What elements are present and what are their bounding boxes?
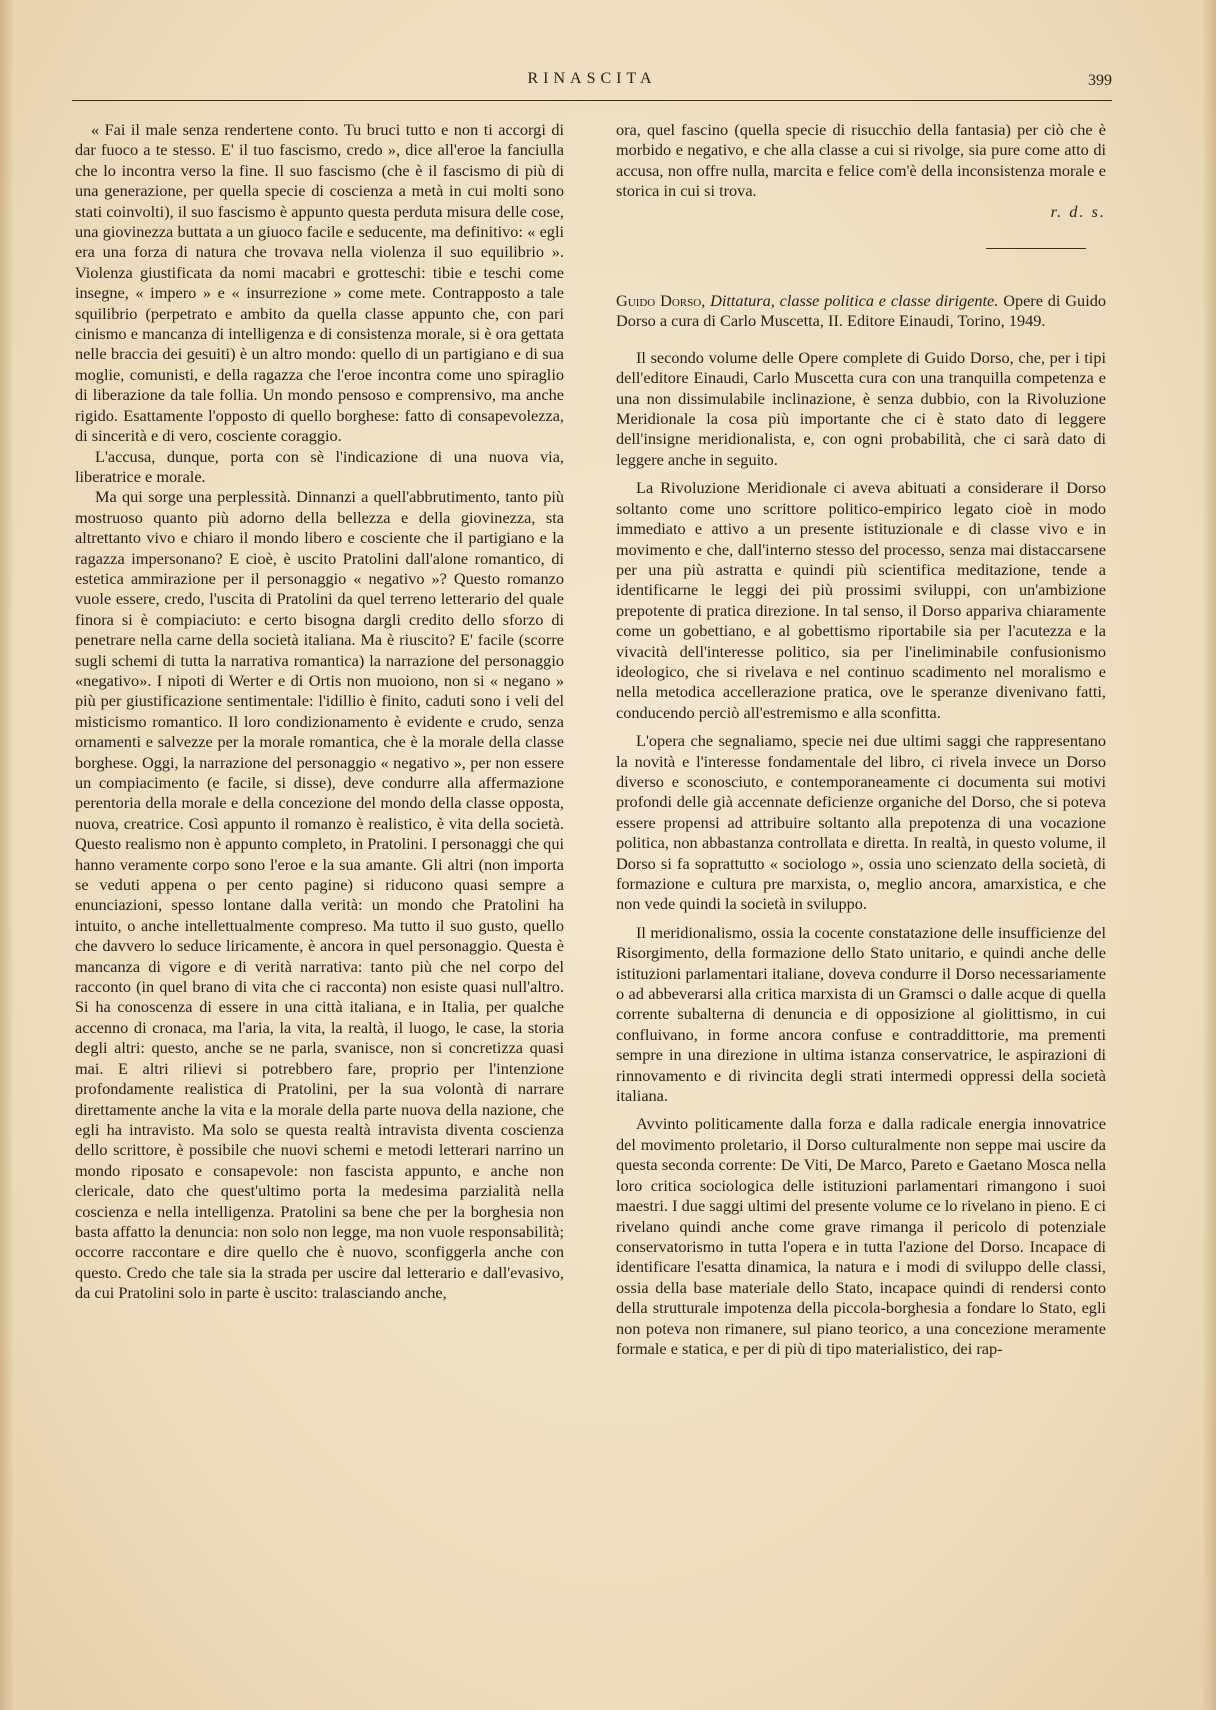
section-divider — [986, 248, 1086, 249]
left-paragraph-3: Ma qui sorge una perplessità. Dinnanzi a quell'abbrutimento, tanto più mostruoso quanto più adorno della bellezza e della giovinezza, sta altrettanto vivo e chiaro il mondo libero e cosciente che il partigiano e la ragazza impersonano? E cioè, è uscito Pratolini dall'alone romantico, di estetica ammirazione per il personaggio « negativo »? Questo romanzo vuole essere, credo, l'uscita di Pratolini da quel terreno letterario del quale finora si è compiaciuto: e certo bisogna dargli credito dello sforzo di penetrare nella carne della società italiana. Ma è riuscito? E' facile (scorre sugli schemi di tutta la narrativa romantica) la narrazione del personaggio «negativo». I nipoti di Werter e di Ortis non muoiono, non si « negano » più per giustificazione sentimentale: l'idillio è finito, caduti sono i veli del misticismo romantico. Il loro condizionamento è evidente e crudo, senza ornamenti e salvezze per la morale romantica, che è la morale della classe borghese. Oggi, la narrazione del personaggio « negativo », per non essere un compiacimento (e facile, si disse), deve condurre alla affermazione perentoria della morale e della concezione del mondo della classe opposta, nuova, creatrice. Così appunto il romanzo è realistico, è vita della società. Questo realismo non è appunto completo, in Pratolini. I personaggi che qui hanno veramente corpo sono l'eroe e la sua amante. Gli altri (non importa se veduti appena o per cento pagine) si riducono quasi sempre a enunciazioni, spesso lontane dalla verità: un mondo che Pratolini ha intuito, o anche intellettualmente compreso. Ma tutto il suo gusto, quello che davvero lo seduce liricamente, è ancora in quel personaggio. Questa è mancanza di vigore e di verità narrativa: tanto più che nel corpo del racconto (in quel brano di vita che ci racconta) non esiste quasi null'altro. Si ha conoscenza di essere in una città italiana, e in Italia, per qualche accenno di cronaca, ma l'aria, la vita, la realtà, il luogo, le case, la storia degli altri: questo, anche se ne parla, svanisce, non si concretizza quasi mai. E altri rilievi si potrebbero fare, proprio per l'intenzione profondamente realistica di Pratolini, per la sua volontà di narrare direttamente anche la vita e la morale della parte nuova della nazione, che egli ha intravisto. Ma solo se questa realtà intravista diventa coscienza dello scrittore, è possibile che nuovi schemi e metodi letterari narrino un mondo riposato e consapevole: non fascista appunto, e anche non clericale, dato che quest'ultimo porta la medesima parzialità nella coscienza e nella intelligenza. Pratolini sa bene che per la borghesia non basta affatto la denuncia: non solo non legge, ma non vuole responsabilità; occorre raccontare e dire quello che è nuovo, sconfiggerla anche con questo. Credo che tale sia la strada per uscire dal letterario e dall'evasivo, da cui Pratolini solo in parte è uscito: tralasciando anche, — [75, 487, 564, 1303]
right-paragraph-2: La Rivoluzione Meridionale ci aveva abituati a considerare il Dorso soltanto come uno scrittore politico-empirico legato cioè in modo immediato e attivo a un presente istituzionale e di classe vivo e in movimento e che, dall'interno stesso del processo, senza mai distaccarsene per una più astratta e quindi più scientifica meditazione, tende a identificarne le leggi dei più prossimi sviluppi, con un'ambizione prepotente di pratica direzione. In tal senso, il Dorso appariva chiaramente come un gobettiano, e al gobettismo riportabile sia per l'acutezza e la vivacità dell'interesse politico, sia per l'ineliminabile confusionismo ideologico, che si rivelava e nel continuo scadimento nel moralismo e nella metodica accellerazione pratica, ove le speranze divenivano fatti, conducendo perciò all'estremismo e alla sconfitta. — [616, 478, 1106, 722]
page-edge-right — [1202, 0, 1216, 1710]
running-title: RINASCITA — [527, 70, 657, 87]
page-edge-left — [0, 0, 14, 1710]
right-paragraph-5: Avvinto politicamente dalla forza e dalla radicale energia innovatrice del movimento proletario, il Dorso culturalmente non seppe mai uscire da questa seconda corrente: De Viti, De Marco, Pareto e Gaetano Mosca nella loro critica sociologica delle istituzioni parlamentari rimangono i suoi maestri. I due saggi ultimi del presente volume ce lo rivelano in pieno. E ci rivelano quindi anche come grave rimanga il pericolo di potenziale conservatorismo in tutta l'opera e in tutta l'azione del Dorso. Incapace di identificare l'esatta dinamica, la natura e i modi di sviluppo delle classi, ossia della base materiale dello Stato, incapace quindi di rendersi conto della strutturale impotenza della piccola-borghesia a fondare lo Stato, egli non poteva non rimanere, sul piano teorico, a una concezione meramente formale e statica, e per di più di tipo materialistico, dei rap- — [616, 1114, 1106, 1358]
review-heading: Guido Dorso, Dittatura, classe politica e classe dirigente. Opere di Guido Dorso a cura di Carlo Muscetta, II. Editore Einaudi, Torino, 1949. — [616, 291, 1106, 331]
review-author: Guido Dorso — [616, 291, 702, 311]
left-paragraph-1: « Fai il male senza rendertene conto. Tu bruci tutto e non ti accorgi di dar fuoco a te stesso. E' il tuo fascismo, credo », dice all'eroe la fanciulla che lo incontra verso la fine. Il suo fascismo (che è il fascismo di più di una generazione, per quella specie di coscienza a metà in cui molti sono stati coinvolti), il suo fascismo è appunto questa perduta misura delle cose, una giovinezza buttata a un giuoco facile e seducente, ma definitivo: « egli era una forza di natura che trovava nella violenza il suo equilibrio ». Violenza giustificata da nomi macabri e grotteschi: tibie e teschi come insegne, « impero » e « insurrezione » come mete. Contrapposto a tale squilibrio (perpetrato e ambito da quella classe appunto che, con pari cinismo e mancanza di intelligenza e di consistenza morale, si è ora gettata nelle braccia dei gesuiti) è un altro mondo: quello di un partigiano e di sua moglie, comunisti, e della ragazza che l'eroe incontra come uno spiraglio di liberazione da tale follia. Un mondo pensoso e comprensivo, ma anche rigido. Esattamente l'opposto di quello borghese: fatto di consapevolezza, di sincerità e di vero, cosciente coraggio. — [75, 120, 564, 446]
right-paragraph-4: Il meridionalismo, ossia la cocente constatazione delle insufficienze del Risorgimento, della formazione dello Stato unitario, e quindi anche delle istituzioni parlamentari italiane, doveva condurre il Dorso necessariamente o ad abbeverarsi alla critica marxista di un Gramsci o dalle acque di quella corrente subalterna di denuncia e di opposizione al giolittismo, in cui confluivano, in forme ancora confuse e contraddittorie, ma prementi sempre in una direzione in ultima istanza conservatrice, le aspirazioni di rinnovamento e di rivincita degli strati intermedi oppressi della società italiana. — [616, 922, 1106, 1106]
review-signature: r. d. s. — [1050, 201, 1106, 221]
right-column — [616, 120, 1106, 1359]
running-head — [72, 66, 1112, 92]
review-details: Opere di Guido Dorso a cura di Carlo Muscetta, II. Editore Einaudi, Torino, 1949. — [616, 291, 1106, 331]
page-number: 399 — [1088, 72, 1112, 89]
right-paragraph-3: L'opera che segnaliamo, specie nei due ultimi saggi che rappresentano la novità e l'interesse fondamentale del libro, ci rivela invece un Dorso diverso e sconosciuto, e contemporaneamente ci documenta sui motivi profondi delle già accennate deficienze organiche del Dorso, che si poteva essere propensi ad attribuire soltanto alla prepotenza di una vocazione politica, non abbastanza controllata e diretta. In realtà, in questo volume, il Dorso si fa soprattutto « sociologo », ossia uno scienzato della società, di formazione e cultura pre marxista, o, meglio ancora, amarxistica, e che non vede quindi la società in sviluppo. — [616, 731, 1106, 914]
right-continuation-paragraph: ora, quel fascino (quella specie di risucchio della fantasia) per ciò che è morbido e negativo, e che alla classe a cui si rivolge, sia pure come atto di accusa, non offre nulla, marcita e felice com'è della inconsistenza morale e storica in cui si trova. — [616, 120, 1106, 201]
review-title: Dittatura, classe politica e classe dirigente. — [710, 291, 999, 311]
header-rule — [72, 100, 1112, 101]
left-paragraph-2: L'accusa, dunque, porta con sè l'indicazione di una nuova via, liberatrice e morale. — [75, 446, 564, 486]
right-paragraph-1: Il secondo volume delle Opere complete di Guido Dorso, che, per i tipi dell'editore Einaudi, Carlo Muscetta cura con una tranquilla competenza e una non dissimulabile inclinazione, è senza dubbio, con la Rivoluzione Meridionale la cosa più importante che ci è stato dato di leggere dell'insigne meridionalista, e, con ogni probabilità, che ci sarà dato di leggere anche in seguito. — [616, 347, 1106, 469]
left-column — [75, 120, 564, 1304]
